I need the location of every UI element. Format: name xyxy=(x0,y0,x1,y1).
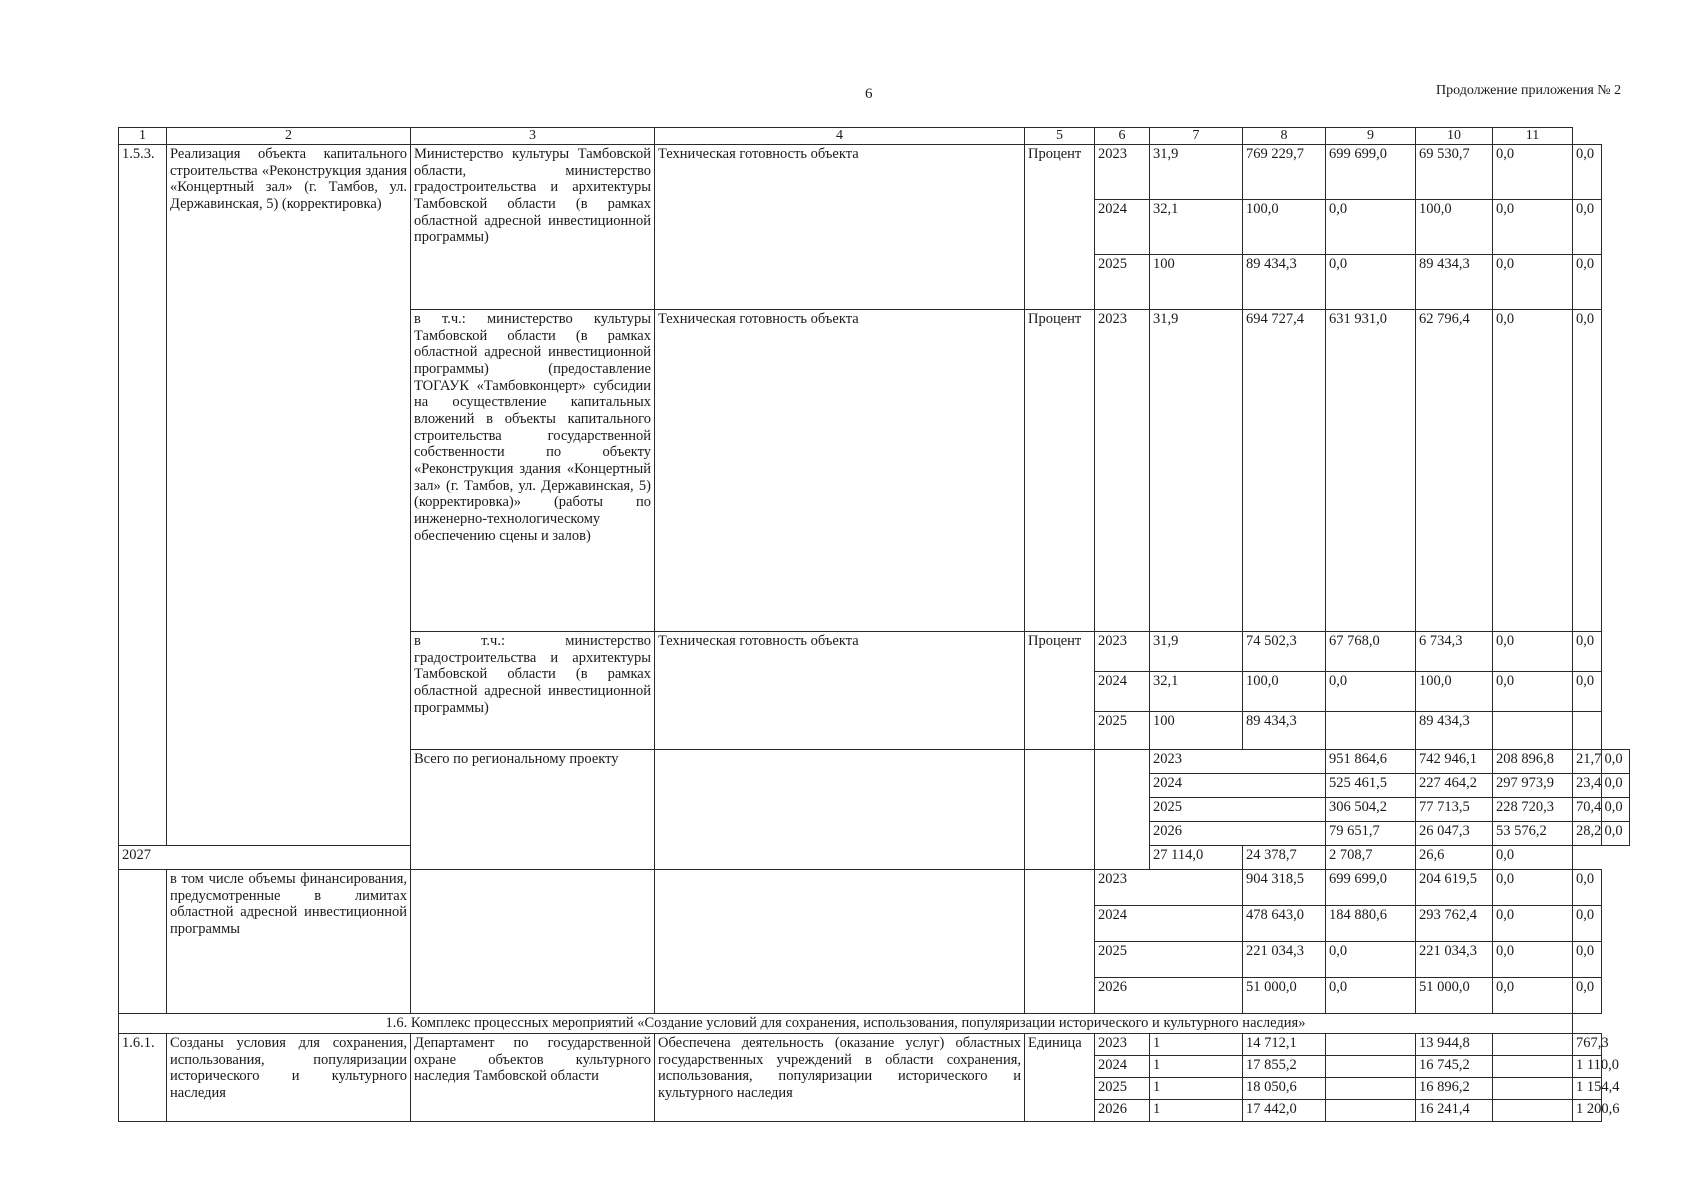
value-cell: 0,0 xyxy=(1573,978,1602,1014)
col-header: 7 xyxy=(1150,128,1243,145)
value-cell: 767,3 xyxy=(1573,1034,1602,1056)
column-number-row xyxy=(119,128,1630,145)
value-cell: 6 734,3 xyxy=(1416,632,1493,672)
year-cell: 2023 xyxy=(1095,145,1150,200)
value-cell: 0,0 xyxy=(1601,798,1630,822)
value-cell: 2 708,7 xyxy=(1326,846,1416,870)
value-cell: 769 229,7 xyxy=(1243,145,1326,200)
row-number: 1.5.3. xyxy=(119,145,167,846)
value-cell: 0,0 xyxy=(1326,978,1416,1014)
value-cell xyxy=(1326,712,1416,750)
value-cell: 17 855,2 xyxy=(1243,1056,1326,1078)
value-cell: 1 110,0 xyxy=(1573,1056,1602,1078)
value-cell: 0,0 xyxy=(1493,255,1573,310)
value-cell: 227 464,2 xyxy=(1416,774,1493,798)
value-cell: 31,9 xyxy=(1150,632,1243,672)
empty-cell xyxy=(1095,750,1150,870)
measure-name: Реализация объекта капитального строительства «Реконструкция здания «Концертный зал» (г. Тамбов, ул. Державинская, 5) (корректировка) xyxy=(167,145,411,846)
value-cell: 62 796,4 xyxy=(1416,310,1493,632)
value-cell: 16 745,2 xyxy=(1416,1056,1493,1078)
value-cell: 1 xyxy=(1150,1056,1243,1078)
value-cell: 100,0 xyxy=(1416,672,1493,712)
year-cell: 2023 xyxy=(1150,750,1326,774)
value-cell: 21,7 xyxy=(1573,750,1602,774)
value-cell: 0,0 xyxy=(1326,672,1416,712)
table-row xyxy=(119,870,1630,906)
year-cell: 2024 xyxy=(1095,1056,1150,1078)
value-cell: 0,0 xyxy=(1573,906,1602,942)
value-cell: 0,0 xyxy=(1493,906,1573,942)
value-cell: 0,0 xyxy=(1493,978,1573,1014)
value-cell: 631 931,0 xyxy=(1326,310,1416,632)
value-cell: 18 050,6 xyxy=(1243,1078,1326,1100)
col-header: 5 xyxy=(1025,128,1095,145)
value-cell: 0,0 xyxy=(1493,310,1573,632)
value-cell: 89 434,3 xyxy=(1416,712,1493,750)
value-cell: 27 114,0 xyxy=(1150,846,1243,870)
unit: Процент xyxy=(1025,310,1095,632)
value-cell: 16 241,4 xyxy=(1416,1100,1493,1122)
value-cell: 100 xyxy=(1150,712,1243,750)
value-cell: 0,0 xyxy=(1601,774,1630,798)
indicator: Техническая готовность объекта xyxy=(655,310,1025,632)
empty-cell xyxy=(119,870,167,1014)
limits-label: в том числе объемы финансирования, предусмотренные в лимитах областной адресной инвестиционной программы xyxy=(167,870,411,1014)
total-label: Всего по региональному проекту xyxy=(411,750,655,870)
value-cell: 13 944,8 xyxy=(1416,1034,1493,1056)
value-cell: 89 434,3 xyxy=(1243,255,1326,310)
value-cell: 26 047,3 xyxy=(1416,822,1493,846)
table-row xyxy=(119,1034,1630,1056)
year-cell: 2025 xyxy=(1095,942,1243,978)
value-cell: 67 768,0 xyxy=(1326,632,1416,672)
value-cell: 0,0 xyxy=(1493,846,1573,870)
col-header: 11 xyxy=(1493,128,1573,145)
value-cell: 184 880,6 xyxy=(1326,906,1416,942)
value-cell: 1 xyxy=(1150,1078,1243,1100)
value-cell: 0,0 xyxy=(1493,870,1573,906)
value-cell: 0,0 xyxy=(1326,255,1416,310)
value-cell: 24 378,7 xyxy=(1243,846,1326,870)
value-cell: 525 461,5 xyxy=(1326,774,1416,798)
value-cell xyxy=(1326,1078,1416,1100)
value-cell: 699 699,0 xyxy=(1326,870,1416,906)
value-cell: 204 619,5 xyxy=(1416,870,1493,906)
year-cell: 2023 xyxy=(1095,870,1243,906)
year-cell: 2024 xyxy=(1095,906,1243,942)
value-cell: 31,9 xyxy=(1150,310,1243,632)
empty-cell xyxy=(655,870,1025,1014)
value-cell: 0,0 xyxy=(1493,942,1573,978)
value-cell: 904 318,5 xyxy=(1243,870,1326,906)
value-cell: 53 576,2 xyxy=(1493,822,1573,846)
value-cell: 0,0 xyxy=(1493,672,1573,712)
value-cell xyxy=(1326,1100,1416,1122)
year-cell: 2025 xyxy=(1095,1078,1150,1100)
value-cell: 26,6 xyxy=(1416,846,1493,870)
year-cell: 2025 xyxy=(1095,255,1150,310)
value-cell: 51 000,0 xyxy=(1416,978,1493,1014)
executor: Министерство культуры Тамбовской области, министерство градостроительства и архитектуры Тамбовской области (в рамках областной адресной инвестиционной программы) xyxy=(411,145,655,310)
value-cell: 23,4 xyxy=(1573,774,1602,798)
row-number: 1.6.1. xyxy=(119,1034,167,1122)
value-cell: 31,9 xyxy=(1150,145,1243,200)
value-cell: 306 504,2 xyxy=(1326,798,1416,822)
value-cell: 1 154,4 xyxy=(1573,1078,1602,1100)
value-cell: 0,0 xyxy=(1601,822,1630,846)
value-cell: 100,0 xyxy=(1243,200,1326,255)
value-cell: 69 530,7 xyxy=(1416,145,1493,200)
value-cell: 70,4 xyxy=(1573,798,1602,822)
value-cell: 74 502,3 xyxy=(1243,632,1326,672)
value-cell: 77 713,5 xyxy=(1416,798,1493,822)
value-cell: 0,0 xyxy=(1573,632,1602,672)
empty-cell xyxy=(655,750,1025,870)
value-cell xyxy=(1493,1056,1573,1078)
value-cell xyxy=(1326,1056,1416,1078)
empty-cell xyxy=(411,870,655,1014)
value-cell: 0,0 xyxy=(1573,200,1602,255)
value-cell: 17 442,0 xyxy=(1243,1100,1326,1122)
value-cell xyxy=(1493,1100,1573,1122)
year-cell: 2025 xyxy=(1095,712,1150,750)
value-cell: 51 000,0 xyxy=(1243,978,1326,1014)
value-cell: 0,0 xyxy=(1573,672,1602,712)
value-cell: 0,0 xyxy=(1326,942,1416,978)
indicator: Обеспечена деятельность (оказание услуг) областных государственных учреждений в области сохранения, использования, популяризации исторического и культурного наследия xyxy=(655,1034,1025,1122)
year-cell: 2026 xyxy=(1150,822,1326,846)
col-header: 10 xyxy=(1416,128,1493,145)
value-cell: 228 720,3 xyxy=(1493,798,1573,822)
value-cell: 0,0 xyxy=(1573,310,1602,632)
value-cell: 221 034,3 xyxy=(1416,942,1493,978)
value-cell: 221 034,3 xyxy=(1243,942,1326,978)
value-cell: 79 651,7 xyxy=(1326,822,1416,846)
empty-cell xyxy=(1025,750,1095,870)
table-row xyxy=(119,145,1630,200)
value-cell: 293 762,4 xyxy=(1416,906,1493,942)
year-cell: 2026 xyxy=(1095,978,1243,1014)
year-cell: 2024 xyxy=(1095,672,1150,712)
program-table xyxy=(118,127,1630,1122)
value-cell: 100,0 xyxy=(1416,200,1493,255)
col-header: 1 xyxy=(119,128,167,145)
measure-name: Созданы условия для сохранения, использования, популяризации исторического и культурного наследия xyxy=(167,1034,411,1122)
value-cell: 89 434,3 xyxy=(1243,712,1326,750)
value-cell: 1 xyxy=(1150,1100,1243,1122)
col-header: 8 xyxy=(1243,128,1326,145)
page-number: 6 xyxy=(865,86,873,102)
col-header: 9 xyxy=(1326,128,1416,145)
appendix-continuation-label: Продолжение приложения № 2 xyxy=(1436,83,1622,98)
col-header: 2 xyxy=(167,128,411,145)
value-cell: 0,0 xyxy=(1326,200,1416,255)
value-cell: 699 699,0 xyxy=(1326,145,1416,200)
executor: Департамент по государственной охране объектов культурного наследия Тамбовской области xyxy=(411,1034,655,1122)
value-cell: 208 896,8 xyxy=(1493,750,1573,774)
value-cell xyxy=(1493,712,1573,750)
unit: Процент xyxy=(1025,632,1095,750)
value-cell: 0,0 xyxy=(1573,870,1602,906)
value-cell: 0,0 xyxy=(1493,145,1573,200)
value-cell xyxy=(1326,1034,1416,1056)
unit: Единица xyxy=(1025,1034,1095,1122)
section-heading: 1.6. Комплекс процессных мероприятий «Создание условий для сохранения, использования, популяризации исторического и культурного наследия» xyxy=(119,1014,1573,1034)
value-cell: 100,0 xyxy=(1243,672,1326,712)
executor: в т.ч.: министерство градостроительства и архитектуры Тамбовской области (в рамках областной адресной инвестиционной программы) xyxy=(411,632,655,750)
value-cell: 14 712,1 xyxy=(1243,1034,1326,1056)
year-cell: 2023 xyxy=(1095,1034,1150,1056)
unit: Процент xyxy=(1025,145,1095,310)
indicator: Техническая готовность объекта xyxy=(655,632,1025,750)
indicator: Техническая готовность объекта xyxy=(655,145,1025,310)
value-cell: 32,1 xyxy=(1150,200,1243,255)
value-cell: 0,0 xyxy=(1493,632,1573,672)
value-cell: 0,0 xyxy=(1573,145,1602,200)
value-cell: 32,1 xyxy=(1150,672,1243,712)
value-cell: 89 434,3 xyxy=(1416,255,1493,310)
value-cell: 297 973,9 xyxy=(1493,774,1573,798)
value-cell: 0,0 xyxy=(1493,200,1573,255)
value-cell: 1 xyxy=(1150,1034,1243,1056)
year-cell: 2025 xyxy=(1150,798,1326,822)
value-cell: 0,0 xyxy=(1601,750,1630,774)
value-cell: 742 946,1 xyxy=(1416,750,1493,774)
year-cell: 2024 xyxy=(1095,200,1150,255)
value-cell: 951 864,6 xyxy=(1326,750,1416,774)
value-cell: 0,0 xyxy=(1573,255,1602,310)
value-cell: 0,0 xyxy=(1573,942,1602,978)
col-header: 6 xyxy=(1095,128,1150,145)
value-cell xyxy=(1573,712,1602,750)
value-cell: 478 643,0 xyxy=(1243,906,1326,942)
col-header: 4 xyxy=(655,128,1025,145)
value-cell: 100 xyxy=(1150,255,1243,310)
value-cell: 28,2 xyxy=(1573,822,1602,846)
value-cell xyxy=(1493,1078,1573,1100)
col-header: 3 xyxy=(411,128,655,145)
year-cell: 2024 xyxy=(1150,774,1326,798)
value-cell xyxy=(1493,1034,1573,1056)
table-row xyxy=(119,1014,1630,1034)
executor: в т.ч.: министерство культуры Тамбовской области (в рамках областной адресной инвестиционной программы) (предоставление ТОГАУК «Тамбовконцерт» субсидии на осуществление капитальных вложений в объекты капитального строительства государственной собственности по объекту «Реконструкция здания «Концертный зал» (г. Тамбов, ул. Державинская, 5) (корректировка)» (работы по инженерно-технологическому обеспечению сцены и залов) xyxy=(411,310,655,632)
year-cell: 2027 xyxy=(119,846,411,870)
value-cell: 16 896,2 xyxy=(1416,1078,1493,1100)
value-cell: 694 727,4 xyxy=(1243,310,1326,632)
value-cell: 1 200,6 xyxy=(1573,1100,1602,1122)
year-cell: 2023 xyxy=(1095,310,1150,632)
empty-cell xyxy=(1025,870,1095,1014)
year-cell: 2026 xyxy=(1095,1100,1150,1122)
year-cell: 2023 xyxy=(1095,632,1150,672)
